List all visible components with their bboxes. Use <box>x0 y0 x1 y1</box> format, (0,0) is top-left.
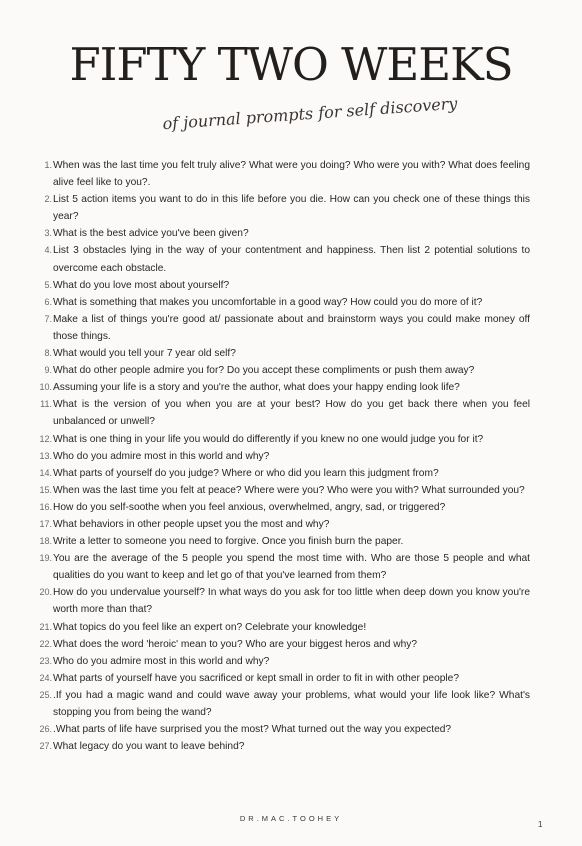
prompt-text: List 3 obstacles lying in the way of your contentment and happiness. Then list 2 potential solutions to overcome each obstacle. <box>53 245 530 274</box>
prompt-number: 14. <box>39 467 52 478</box>
prompt-item <box>32 345 530 362</box>
prompt-text: Make a list of things you're good at/ passionate about and brainstorm ways you could make money off those things. <box>53 313 530 342</box>
prompt-item <box>32 225 530 242</box>
prompt-item <box>32 584 530 618</box>
prompt-text: List 5 action items you want to do in this life before you die. How can you check one of these things this year? <box>53 194 530 223</box>
prompt-text: How do you undervalue yourself? In what ways do you ask for too little when deep down you know you're worth more than that? <box>53 587 530 616</box>
prompt-item <box>32 277 530 294</box>
prompt-number: 1. <box>44 160 52 170</box>
prompt-text: What do you love most about yourself? <box>53 279 230 291</box>
prompt-item <box>32 482 530 499</box>
prompt-number: 5. <box>44 279 52 290</box>
prompt-item <box>32 191 530 225</box>
prompt-text: Assuming your life is a story and you're the author, what does your happy ending look life? <box>53 382 460 394</box>
prompt-number: 23. <box>39 655 52 666</box>
page-title: FIFTY TWO WEEKS <box>69 38 513 91</box>
prompt-number: 15. <box>39 484 52 495</box>
prompt-number: 25. <box>39 689 52 700</box>
prompt-item <box>32 499 530 516</box>
prompt-item <box>32 721 530 738</box>
prompt-number: 12. <box>39 433 52 444</box>
prompt-number: 11. <box>40 399 52 410</box>
prompt-text: What legacy do you want to leave behind? <box>53 741 245 753</box>
prompt-text: How do you self-soothe when you feel anxious, overwhelmed, angry, sad, or triggered? <box>53 501 446 513</box>
prompt-text: What would you tell your 7 year old self? <box>53 348 236 360</box>
prompt-number: 21. <box>39 621 52 632</box>
prompt-number: 4. <box>44 245 52 256</box>
prompt-item <box>32 550 530 584</box>
prompt-text: What is the best advice you've been given? <box>53 228 249 240</box>
prompt-number: 2. <box>44 194 52 205</box>
prompt-item <box>32 516 530 533</box>
prompt-text: .What parts of life have surprised you the most? What turned out the way you expected? <box>53 724 452 736</box>
prompt-number: 24. <box>39 672 52 683</box>
prompt-number: 20. <box>39 587 52 598</box>
prompt-item <box>32 670 530 687</box>
subtitle: of journal prompts for self discovery <box>162 93 458 134</box>
prompt-number: 19. <box>39 553 52 564</box>
prompt-number: 7. <box>44 313 52 324</box>
prompt-item <box>32 465 530 482</box>
prompt-item <box>32 379 530 396</box>
prompt-text: What parts of yourself have you sacrificed or kept small in order to fit in with other people? <box>53 672 459 684</box>
prompt-text: You are the average of the 5 people you spend the most time with. Who are those 5 people and what qualities do you want to keep and let go of that you've learned from them? <box>53 553 530 582</box>
prompt-number: 18. <box>39 536 52 547</box>
prompt-text: What topics do you feel like an expert on? Celebrate your knowledge! <box>53 621 367 633</box>
prompt-item <box>32 294 530 311</box>
prompt-number: 17. <box>39 518 52 529</box>
prompt-text: What behaviors in other people upset you the most and why? <box>53 518 330 530</box>
prompt-number: 9. <box>44 365 52 376</box>
prompt-item <box>32 431 530 448</box>
prompt-number: 3. <box>44 228 52 239</box>
prompt-text: What parts of yourself do you judge? Where or who did you learn this judgment from? <box>53 467 439 479</box>
prompt-item <box>32 157 530 191</box>
page-number: 1 <box>538 820 543 829</box>
prompt-number: 22. <box>39 638 52 649</box>
prompt-list <box>32 157 530 755</box>
prompt-text: What does the word 'heroic' mean to you? Who are your biggest heros and why? <box>53 638 418 650</box>
prompt-text: What is the version of you when you are at your best? How do you get back there when you feel unbalanced or unwell? <box>53 399 530 428</box>
prompt-item <box>32 653 530 670</box>
prompt-number: 26. <box>39 724 52 735</box>
prompt-text: What is one thing in your life you would do differently if you knew no one would judge you for it? <box>53 433 484 445</box>
prompt-item <box>32 396 530 430</box>
prompt-number: 13. <box>39 450 52 461</box>
prompt-item <box>32 448 530 465</box>
prompt-number: 8. <box>44 348 52 359</box>
prompt-text: What is something that makes you uncomfortable in a good way? How could you do more of it? <box>53 296 483 308</box>
prompt-text: What do other people admire you for? Do you accept these compliments or push them away? <box>53 365 475 377</box>
author-name: DR.MAC.TOOHEY <box>239 814 343 823</box>
prompt-text: .If you had a magic wand and could wave away your problems, what would your life look like? What's stopping you from being the wand? <box>53 689 530 718</box>
prompt-item <box>32 619 530 636</box>
prompt-text: Who do you admire most in this world and why? <box>53 655 270 667</box>
prompt-text: Who do you admire most in this world and why? <box>53 450 270 462</box>
prompt-item <box>32 242 530 276</box>
prompt-text: Write a letter to someone you need to forgive. Once you finish burn the paper. <box>53 536 404 548</box>
prompt-item <box>32 636 530 653</box>
prompt-text: When was the last time you felt at peace? Where were you? Who were you with? What surrounded you? <box>53 484 525 496</box>
prompt-item <box>32 687 530 721</box>
prompt-number: 27. <box>39 741 52 752</box>
prompt-text: When was the last time you felt truly alive? What were you doing? Who were you with? What does feeling alive feel like to you?. <box>53 160 530 189</box>
prompt-item <box>32 533 530 550</box>
prompt-number: 10. <box>39 382 52 393</box>
prompt-number: 16. <box>39 501 52 512</box>
prompt-number: 6. <box>44 296 52 307</box>
prompt-item <box>32 311 530 345</box>
prompt-item <box>32 362 530 379</box>
prompt-item <box>32 738 530 755</box>
